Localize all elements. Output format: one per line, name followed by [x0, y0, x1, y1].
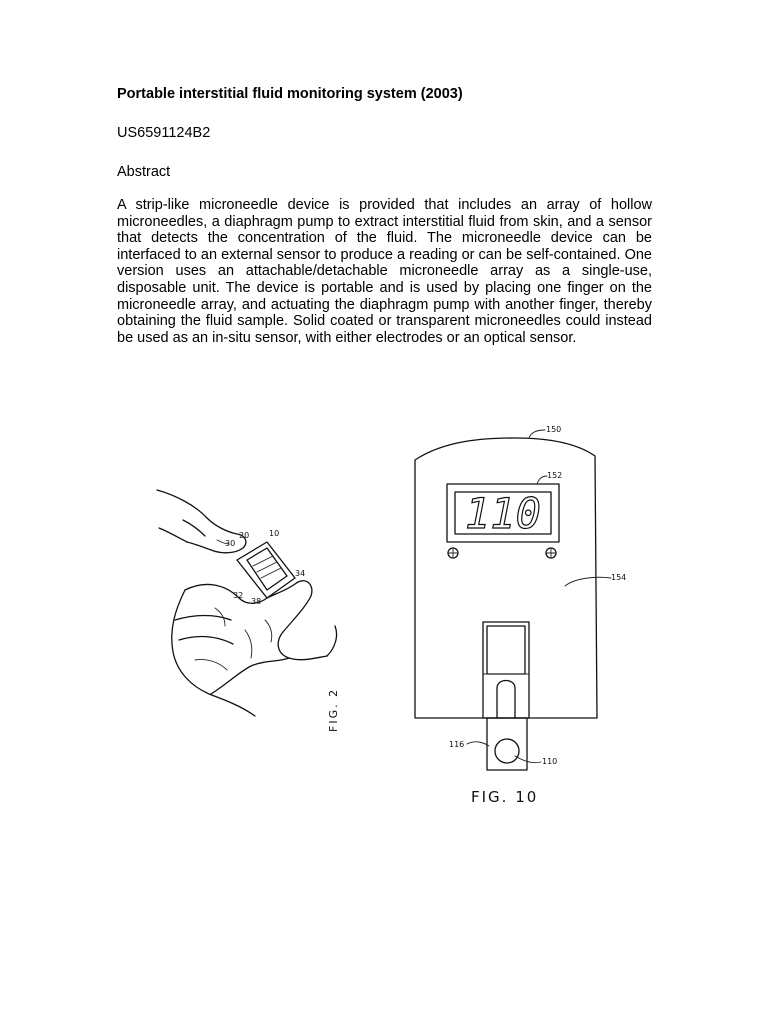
- document-title: Portable interstitial fluid monitoring system (2003): [117, 86, 463, 102]
- figure-2-hand-illustration: [155, 480, 355, 740]
- ref-34: 34: [295, 569, 306, 578]
- ref-154: 154: [611, 573, 627, 582]
- abstract-body: A strip-like microneedle device is provided that includes an array of hollow microneedles, a diaphragm pump to extract interstitial fluid from skin, and a sensor that detects the concentration of the fluid. The microneedle device can be interfaced to an external sensor to produce a reading or can be self-contained. One version uses an attachable/detachable microneedle array as a single-use, disposable unit. The device is portable and is used by placing one finger on the microneedle array, and actuating the diaphragm pump with another finger, thereby obtaining the fluid sample. Solid coated or transparent microneedles could instead be used as an in-situ sensor, with either electrodes or an optical sensor.: [117, 197, 652, 346]
- ref-10: 10: [269, 529, 280, 538]
- figure-10-device-illustration: [405, 420, 635, 810]
- figure-2-caption: FIG. 2: [327, 687, 340, 732]
- ref-32: 32: [233, 591, 244, 600]
- abstract-heading: Abstract: [117, 164, 171, 180]
- ref-150: 150: [546, 425, 562, 434]
- ref-38: 38: [251, 597, 262, 606]
- figure-10-caption: FIG. 10: [471, 788, 539, 806]
- ref-30: 30: [225, 539, 236, 548]
- ref-20: 20: [239, 531, 250, 540]
- ref-152: 152: [547, 471, 563, 480]
- display-readout: 110: [465, 489, 541, 538]
- patent-number: US6591124B2: [117, 125, 211, 141]
- ref-116: 116: [449, 740, 465, 749]
- ref-110: 110: [542, 757, 558, 766]
